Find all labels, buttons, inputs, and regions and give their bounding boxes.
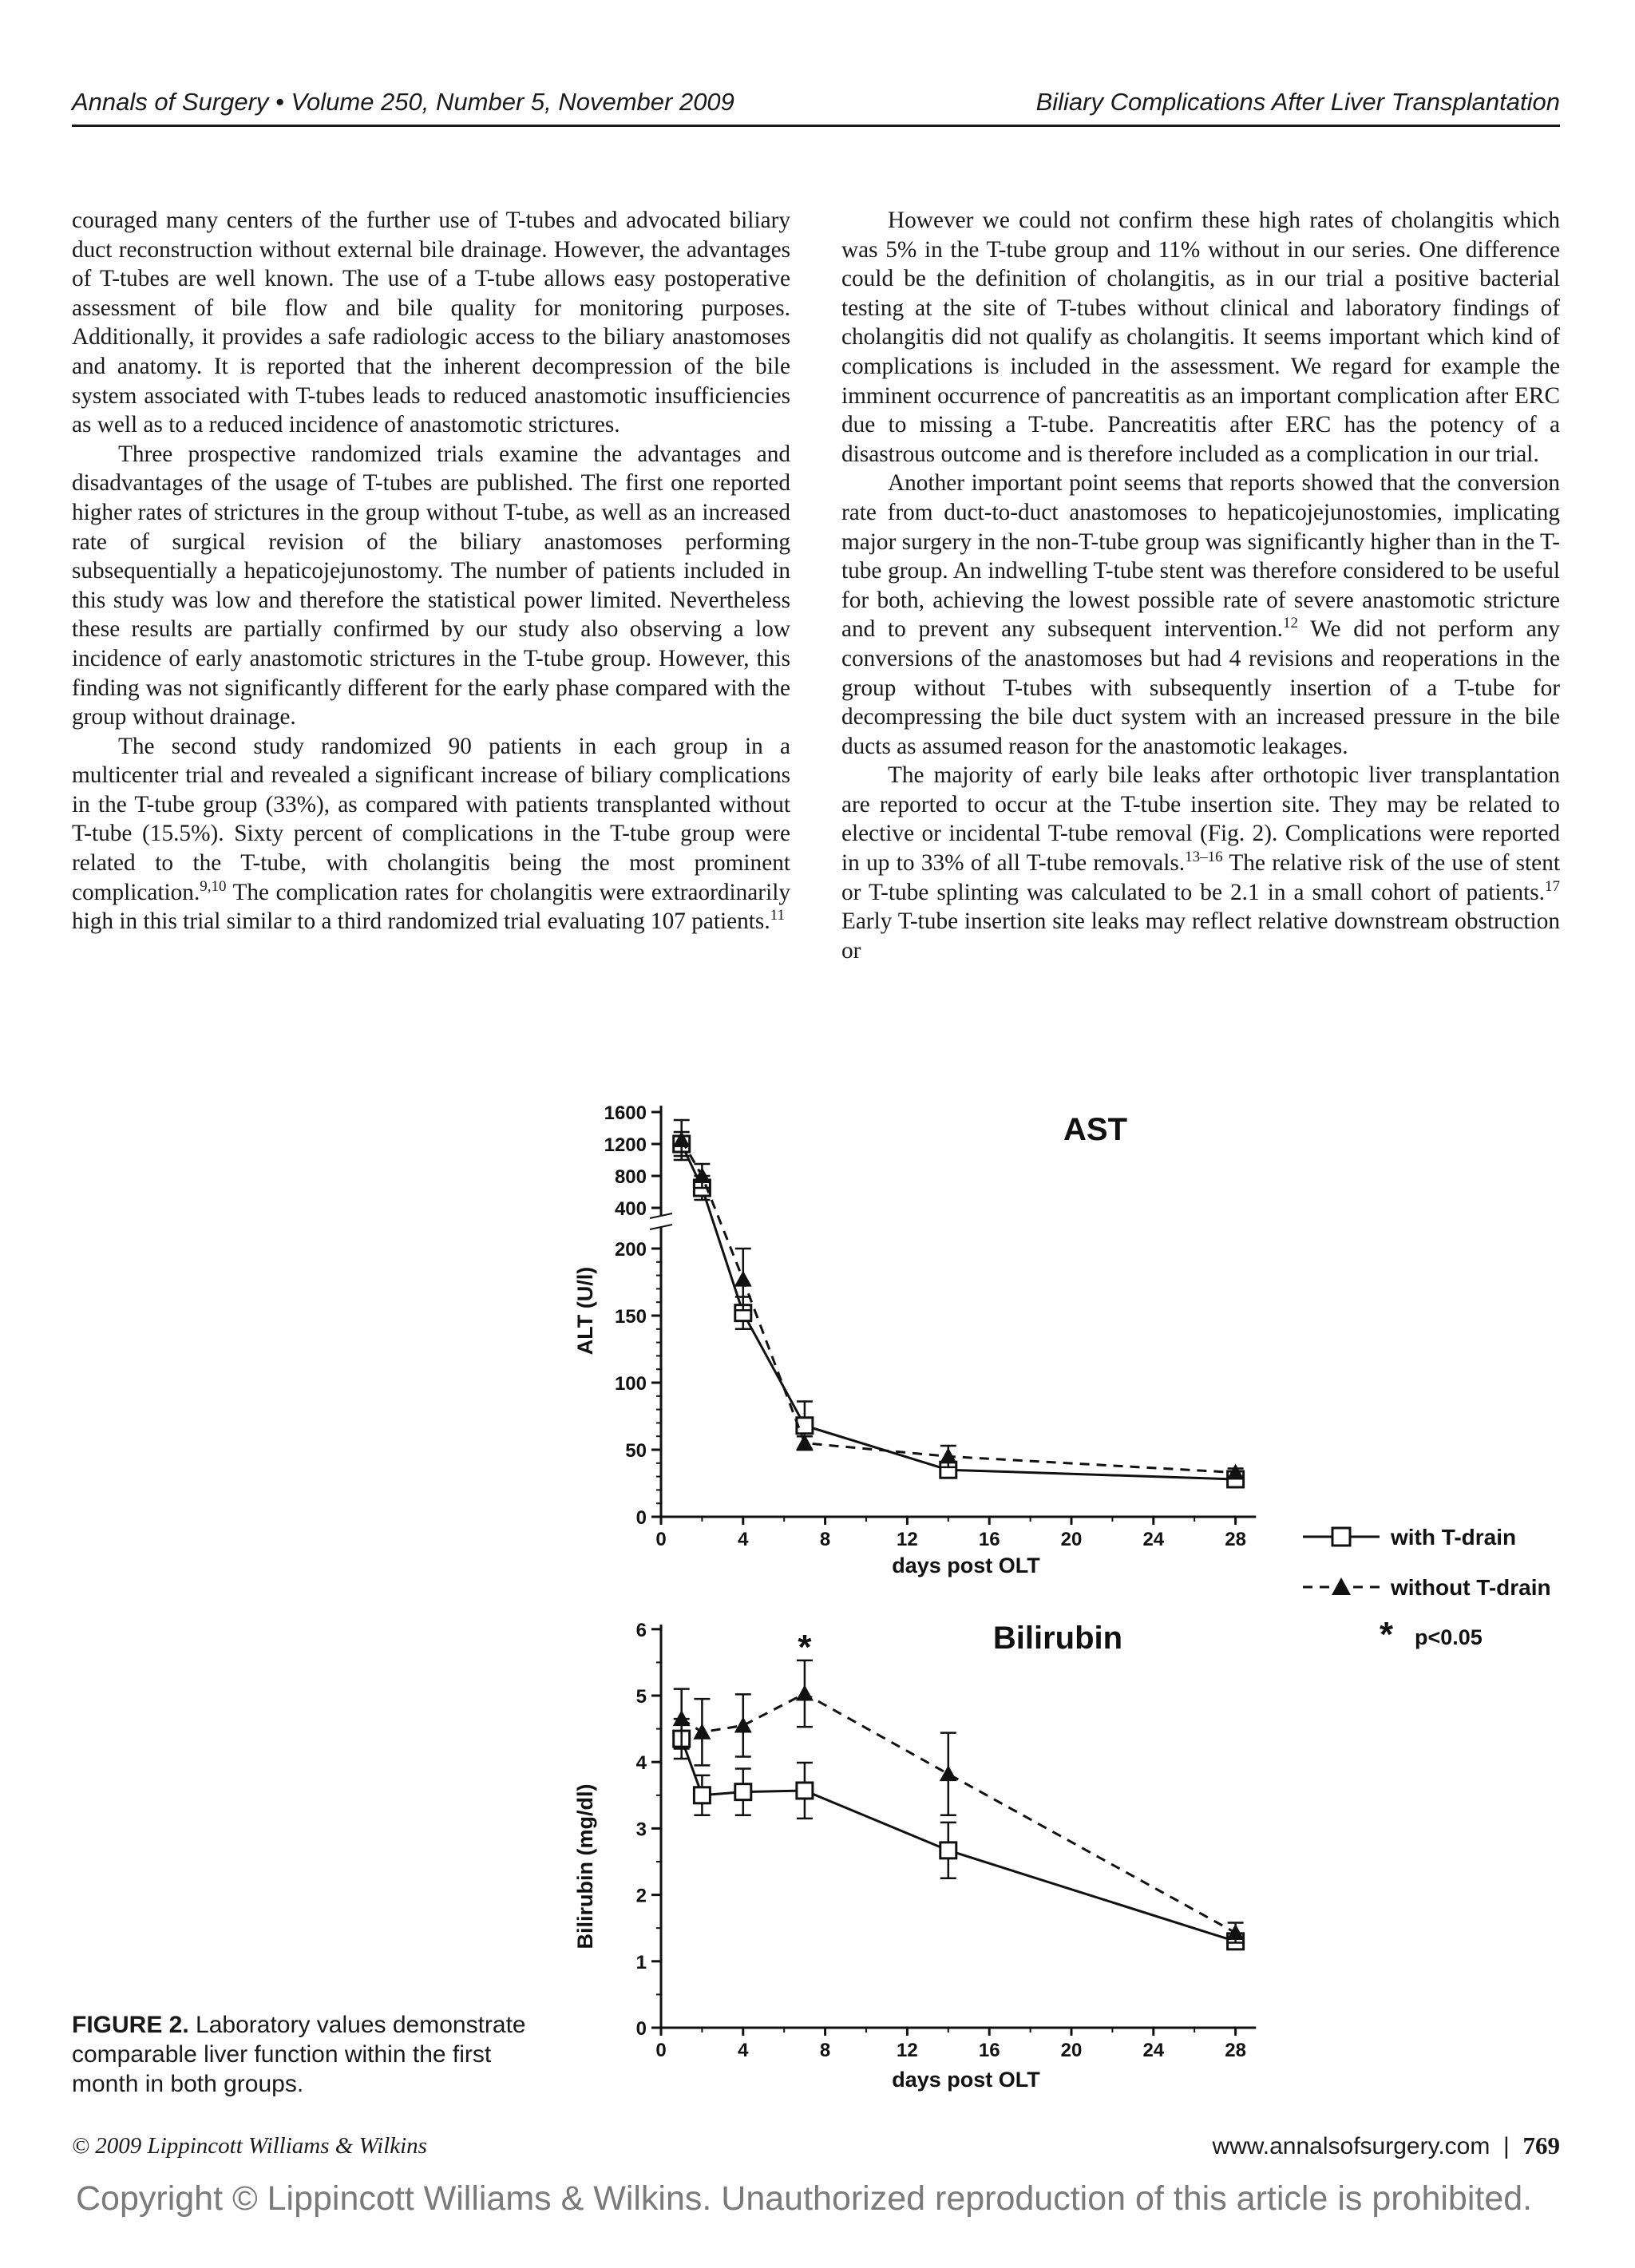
y-tick-label: 1 <box>635 1951 647 1973</box>
caption-label: FIGURE 2. <box>72 2012 189 2038</box>
footer-right <box>1212 2131 1560 2160</box>
x-axis-label: days post OLT <box>892 2068 1040 2092</box>
y-tick-label: 50 <box>625 1440 647 1462</box>
y-tick-label: 0 <box>635 1507 647 1529</box>
data-point-without-t-drain <box>693 1724 711 1740</box>
x-tick-label: 24 <box>1142 2040 1165 2061</box>
y-tick-label: 0 <box>635 2018 647 2040</box>
figure-caption <box>72 2010 535 2099</box>
significance-label: p<0.05 <box>1415 1625 1483 1649</box>
y-tick-label: 1600 <box>604 1102 647 1124</box>
footer-copyright: © 2009 Lippincott Williams & Wilkins <box>72 2133 427 2159</box>
y-tick-label: 200 <box>614 1239 647 1261</box>
data-point-with-t-drain <box>735 1784 751 1800</box>
y-axis-label: ALT (U/l) <box>573 1266 597 1356</box>
paragraph-text: The complication rates for cholangitis were extraordinarily high in this trial similar to a third randomized trial evaluating 107 patients. <box>72 879 790 935</box>
paragraph: couraged many centers of the further use of T-tubes and advocated biliary duct reconstruction without external bile drainage. However, the advantages of T-tubes are well known. The use of a T-tube allows easy postoperative assessment of bile flow and bile quality for monitoring purposes. Additionally, it provides a safe radiologic access to the biliary anastomoses and anatomy. It is reported that the inherent decompression of the bile system associated with T-tubes leads to reduced anastomotic insufficiencies as well as to a reduced incidence of anastomotic strictures. <box>72 208 790 438</box>
paragraph-text: The second study randomized 90 patients in each group in a multicenter trial and revealed a significant increase of biliary complications in the T-tube group (33%), as compared with patients transplanted without T-tube (15.5%). Sixty percent of complications in the T-tube group were related to the T-tube, with cholangitis being the most prominent complication. <box>72 733 790 905</box>
x-axis-label: days post OLT <box>892 1554 1040 1577</box>
y-tick-label: 5 <box>635 1686 647 1708</box>
data-point-without-t-drain <box>940 1765 957 1781</box>
y-tick-label: 1200 <box>604 1134 647 1156</box>
paragraph: Three prospective randomized trials examine the advantages and disadvantages of the usage of T-tubes are published. The first one reported higher rates of strictures in the group without T-tube, as well as an increased rate of surgical revision of the biliary anastomoses performing subsequentially a hepaticojejunostomy. The number of patients included in this study was low and therefore the statistical power limited. Nevertheless these results are partially confirmed by our study also observing a low incidence of early anastomotic strictures in the T-tube group. However, this finding was not significantly different for the early phase compared with the group without drainage. <box>72 441 790 730</box>
data-point-without-t-drain <box>734 1716 752 1732</box>
paragraph-text: We did not perform any conversions of the anastomoses but had 4 revisions and reoperations in the group without T-tubes with subsequently insertion of a T-tube for decompressing the bile duct system with an increased pressure in the bile ducts as assumed reason for the anastomotic leakages. <box>841 616 1560 759</box>
ast-chart <box>573 1102 1256 1577</box>
legend-label-with: with T-drain <box>1391 1525 1517 1550</box>
data-point-without-t-drain <box>734 1271 752 1287</box>
x-tick-label: 8 <box>819 2040 831 2061</box>
x-tick-label: 4 <box>738 2040 749 2061</box>
chart-legend <box>1303 1525 1551 1654</box>
paragraph-text: The relative risk of the use of stent or T-tube splinting was calculated to be 2.1 in a small cohort of patients. <box>841 850 1560 905</box>
running-title: Biliary Complications After Liver Transplantation <box>1035 88 1560 116</box>
x-tick-label: 12 <box>897 2040 918 2061</box>
data-point-with-t-drain <box>940 1843 956 1858</box>
legend-marker-square <box>1332 1528 1350 1546</box>
y-tick-label: 3 <box>635 1819 647 1841</box>
paragraph: However we could not confirm these high rates of cholangitis which was 5% in the T-tube group and 11% without in our series. One difference could be the definition of cholangitis, as in our trial a positive bacterial testing at the site of T-tubes without clinical and laboratory findings of cholangitis did not qualify as cholangitis. It seems important which kind of complications is included in the assessment. We regard for example the imminent occurrence of pancreatitis as an important complication after ERC due to missing a T-tube. Pancreatitis after ERC has the potency of a disastrous outcome and is therefore included as a complication in our trial. <box>841 208 1560 467</box>
x-tick-label: 12 <box>897 1529 918 1550</box>
x-tick-label: 24 <box>1142 1529 1165 1550</box>
citation-ref: 13–16 <box>1185 849 1223 866</box>
y-tick-label: 2 <box>635 1885 647 1907</box>
y-tick-label: 4 <box>635 1752 647 1775</box>
copyright-notice: Copyright © Lippincott Williams & Wilkins. Unauthorized reproduction of this article is prohibited. <box>76 2179 1533 2218</box>
x-tick-label: 20 <box>1060 2040 1083 2061</box>
series-line-with-t-drain <box>682 1144 1236 1479</box>
series-line-without-t-drain <box>682 1694 1236 1934</box>
y-tick-label: 150 <box>614 1306 647 1328</box>
paragraph-text: Early T-tube insertion site leaks may reflect relative downstream obstruction or <box>841 908 1560 964</box>
x-tick-label: 0 <box>655 2040 667 2061</box>
footer-separator: | <box>1503 2133 1510 2159</box>
chart-axes <box>636 1620 1257 2061</box>
significance-star: * <box>1380 1615 1394 1654</box>
chart-series <box>673 1628 1245 1949</box>
axis-break-gap <box>656 1216 666 1227</box>
bilirubin-chart <box>573 1620 1256 2092</box>
y-tick-label: 800 <box>614 1166 647 1188</box>
page-number: 769 <box>1522 2131 1560 2159</box>
x-tick-label: 20 <box>1060 1529 1083 1550</box>
citation-ref: 11 <box>770 907 785 924</box>
journal-url: www.annalsofsurgery.com <box>1212 2133 1491 2159</box>
x-tick-label: 28 <box>1225 1529 1246 1550</box>
y-tick-label: 400 <box>614 1198 647 1220</box>
series-line-with-t-drain <box>682 1739 1236 1941</box>
citation-ref: 17 <box>1545 877 1560 895</box>
x-tick-label: 28 <box>1225 2040 1246 2061</box>
paragraph-text: Another important point seems that reports showed that the conversion rate from duct-to-duct anastomoses to hepaticojejunostomies, implicating major surgery in the non-T-tube group was significantly higher than in the T-tube group. An indwelling T-tube stent was therefore considered to be useful for both, achieving the lowest possible rate of severe anastomotic stricture and to prevent any subsequent intervention. <box>841 470 1560 643</box>
data-point-with-t-drain <box>797 1783 813 1799</box>
chart-series <box>673 1120 1245 1487</box>
chart-title: AST <box>1063 1112 1127 1147</box>
data-point-with-t-drain <box>694 1787 710 1803</box>
citation-ref: 12 <box>1283 615 1298 632</box>
y-tick-label: 6 <box>635 1619 647 1641</box>
journal-citation: Annals of Surgery • Volume 250, Number 5, November 2009 <box>72 88 734 116</box>
x-tick-label: 8 <box>819 1529 831 1550</box>
chart-title: Bilirubin <box>992 1621 1123 1656</box>
y-axis-label: Bilirubin (mg/dl) <box>573 1783 597 1949</box>
significance-annotation: * <box>798 1628 812 1667</box>
legend-marker-triangle <box>1332 1577 1351 1595</box>
data-point-without-t-drain <box>1227 1924 1245 1940</box>
x-tick-label: 4 <box>738 1529 749 1550</box>
data-point-without-t-drain <box>796 1685 814 1701</box>
y-tick-label: 100 <box>614 1373 647 1395</box>
caption-text: Laboratory values demonstrate comparable liver function within the first month in both groups. <box>72 2012 526 2097</box>
x-tick-label: 16 <box>978 2040 1000 2061</box>
series-line-without-t-drain <box>682 1140 1236 1473</box>
paragraph-text: The majority of early bile leaks after orthotopic liver transplantation are reported to occur at the T-tube insertion site. They may be related to elective or incidental T-tube removal (Fig. 2). Complications were reported in up to 33% of all T-tube removals. <box>841 762 1560 877</box>
x-tick-label: 16 <box>978 1529 1000 1550</box>
citation-ref: 9,10 <box>200 877 227 895</box>
x-tick-label: 0 <box>655 1529 667 1550</box>
legend-label-without: without T-drain <box>1391 1575 1551 1600</box>
